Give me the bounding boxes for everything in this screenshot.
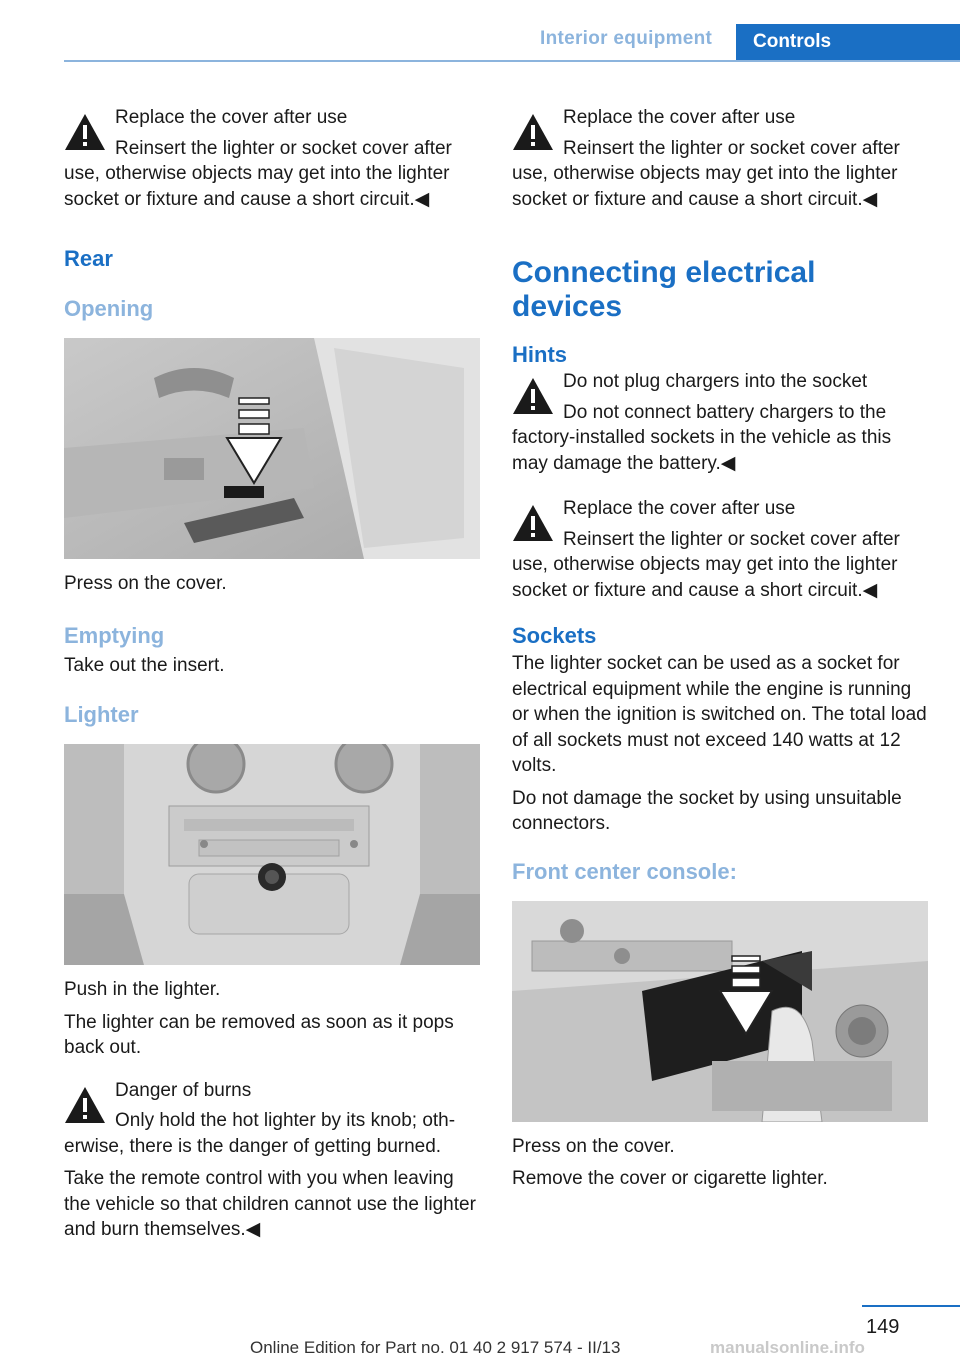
warning-text: Do not connect battery chargers to the factory-installed sockets in the vehicle as this may damage the battery.◀	[512, 401, 892, 474]
warning-text: Reinsert the lighter or socket cover after use, otherwise objects may get into the lighter socket or fixture and cause a short circuit.◀	[64, 137, 452, 210]
warning-replace-cover-right-2	[512, 496, 928, 603]
heading-lighter: Lighter	[64, 702, 139, 727]
text-take-out-insert: Take out the insert.	[64, 654, 225, 676]
text-sockets-usage: The lighter socket can be used as a socket for electrical equipment while the engine is running or when the ignition is switched on. The total load of all sockets must not exceed 140 watts at 12 volts.	[512, 653, 927, 776]
page-number: 149	[866, 1316, 900, 1338]
lighter-illustration	[64, 744, 480, 965]
heading-sockets: Sockets	[512, 623, 597, 648]
warning-title: Replace the cover after use	[563, 498, 796, 519]
footer-rule	[862, 1305, 960, 1307]
header-tab-controls: Controls	[736, 24, 960, 62]
heading-front-console: Front center console:	[512, 858, 737, 884]
header-section-title: Interior equipment	[540, 28, 713, 49]
warning-replace-cover-right	[512, 105, 928, 212]
header-rule	[64, 60, 960, 62]
heading-hints: Hints	[512, 342, 567, 367]
text-push-lighter: Push in the lighter.	[64, 979, 221, 1000]
heading-opening: Opening	[64, 296, 154, 321]
warning-title: Replace the cover after use	[563, 107, 796, 128]
heading-emptying: Emptying	[64, 622, 165, 648]
caption-press-cover-front: Press on the cover.	[512, 1135, 675, 1157]
watermark: manualsonline.info	[710, 1338, 865, 1357]
heading-connecting-devices: Connecting electrical devices	[512, 256, 816, 323]
warning-triangle-icon	[64, 113, 106, 151]
warning-text: Reinsert the lighter or socket cover after use, otherwise objects may get into the lighter socket or fixture and cause a short circuit.◀	[512, 528, 900, 601]
warning-triangle-icon	[512, 113, 554, 151]
warning-triangle-icon	[512, 504, 554, 542]
text-remote-control: Take the remote control with you when leaving the vehicle so that children cannot use the lighter and burn themselves.◀	[64, 1168, 476, 1240]
heading-rear: Rear	[64, 246, 113, 271]
warning-triangle-icon	[512, 377, 554, 415]
rear-lighter-image	[64, 744, 480, 965]
ashtray-illustration	[64, 338, 480, 559]
warning-replace-cover-left	[64, 105, 480, 212]
warning-title: Replace the cover after use	[115, 107, 348, 128]
warning-text: Reinsert the lighter or socket cover after use, otherwise objects may get into the lighter socket or fixture and cause a short circuit.◀	[512, 137, 900, 210]
warning-triangle-icon	[64, 1086, 106, 1124]
caption-press-cover: Press on the cover.	[64, 573, 227, 594]
right-column	[512, 100, 928, 1192]
warning-title: Do not plug chargers into the socket	[563, 371, 868, 392]
warning-chargers	[512, 369, 928, 476]
warning-danger-burns	[64, 1078, 480, 1160]
warning-text: Only hold the hot lighter by its knob; oth‐erwise, there is the danger of getting burned.	[64, 1110, 456, 1157]
text-lighter-removed: The lighter can be removed as soon as it pops back out.	[64, 1011, 454, 1058]
text-sockets-damage: Do not damage the socket by using unsuitable connectors.	[512, 787, 902, 834]
front-console-image	[512, 901, 928, 1122]
left-column	[64, 100, 480, 1243]
console-illustration	[512, 901, 928, 1122]
rear-door-ashtray-image	[64, 338, 480, 559]
warning-title: Danger of burns	[115, 1079, 252, 1101]
edition-note: Online Edition for Part no. 01 40 2 917 574 - II/13	[250, 1338, 621, 1357]
text-remove-cover: Remove the cover or cigarette lighter.	[512, 1168, 828, 1189]
